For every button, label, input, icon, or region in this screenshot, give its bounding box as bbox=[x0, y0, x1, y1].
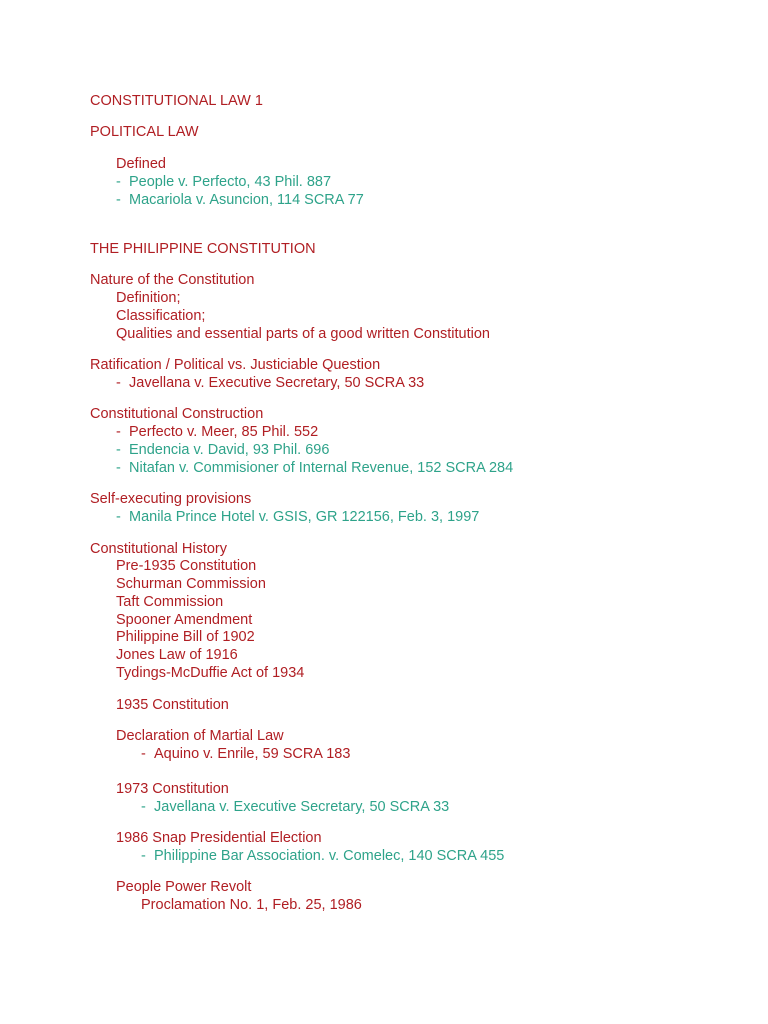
bullet-dash: - bbox=[116, 192, 121, 208]
subheading-martial-law: Declaration of Martial Law bbox=[116, 728, 284, 744]
proclamation-item: Proclamation No. 1, Feb. 25, 1986 bbox=[141, 897, 362, 913]
list-item: Spooner Amendment bbox=[116, 612, 253, 628]
case-citation: Manila Prince Hotel v. GSIS, GR 122156, Feb. 3, 1997 bbox=[129, 509, 480, 525]
case-citation: Macariola v. Asuncion, 114 SCRA 77 bbox=[129, 192, 364, 208]
subheading-1973-constitution: 1973 Constitution bbox=[116, 781, 229, 797]
section-heading-philippine-constitution: THE PHILIPPINE CONSTITUTION bbox=[90, 241, 316, 257]
case-item bbox=[116, 173, 331, 191]
subheading-defined: Defined bbox=[116, 156, 166, 172]
subheading-nature: Nature of the Constitution bbox=[90, 272, 255, 288]
list-item: Classification; bbox=[116, 308, 206, 324]
case-citation: Perfecto v. Meer, 85 Phil. 552 bbox=[129, 424, 319, 440]
document-title: CONSTITUTIONAL LAW 1 bbox=[90, 93, 263, 109]
case-item bbox=[116, 508, 479, 526]
case-item bbox=[116, 423, 318, 441]
list-item: Pre-1935 Constitution bbox=[116, 558, 257, 574]
case-item bbox=[141, 745, 350, 763]
case-citation: Javellana v. Executive Secretary, 50 SCRA 33 bbox=[154, 799, 450, 815]
subheading-history: Constitutional History bbox=[90, 541, 227, 557]
bullet-dash: - bbox=[116, 442, 121, 458]
bullet-dash: - bbox=[116, 509, 121, 525]
case-item bbox=[116, 441, 329, 459]
list-item: Jones Law of 1916 bbox=[116, 647, 238, 663]
bullet-dash: - bbox=[116, 460, 121, 476]
bullet-dash: - bbox=[141, 848, 146, 864]
subheading-snap-election: 1986 Snap Presidential Election bbox=[116, 830, 322, 846]
subheading-1935-constitution: 1935 Constitution bbox=[116, 697, 229, 713]
case-item bbox=[116, 459, 513, 477]
bullet-dash: - bbox=[141, 746, 146, 762]
case-citation: Aquino v. Enrile, 59 SCRA 183 bbox=[154, 746, 351, 762]
subheading-ratification: Ratification / Political vs. Justiciable Question bbox=[90, 357, 381, 373]
list-item: Philippine Bill of 1902 bbox=[116, 629, 255, 645]
bullet-dash: - bbox=[116, 424, 121, 440]
list-item: Tydings-McDuffie Act of 1934 bbox=[116, 665, 305, 681]
subheading-construction: Constitutional Construction bbox=[90, 406, 264, 422]
bullet-dash: - bbox=[116, 174, 121, 190]
subheading-people-power: People Power Revolt bbox=[116, 879, 252, 895]
case-citation: Endencia v. David, 93 Phil. 696 bbox=[129, 442, 330, 458]
subheading-self-executing: Self-executing provisions bbox=[90, 491, 252, 507]
case-item bbox=[141, 798, 449, 816]
case-item bbox=[141, 847, 504, 865]
list-item: Taft Commission bbox=[116, 594, 224, 610]
list-item: Qualities and essential parts of a good written Constitution bbox=[116, 326, 490, 342]
section-heading-political-law: POLITICAL LAW bbox=[90, 124, 199, 140]
case-item bbox=[116, 191, 364, 209]
case-citation: Philippine Bar Association. v. Comelec, 140 SCRA 455 bbox=[154, 848, 505, 864]
bullet-dash: - bbox=[116, 375, 121, 391]
list-item: Definition; bbox=[116, 290, 181, 306]
case-citation: Nitafan v. Commisioner of Internal Revenue, 152 SCRA 284 bbox=[129, 460, 514, 476]
case-citation: Javellana v. Executive Secretary, 50 SCRA 33 bbox=[129, 375, 425, 391]
case-citation: People v. Perfecto, 43 Phil. 887 bbox=[129, 174, 332, 190]
bullet-dash: - bbox=[141, 799, 146, 815]
list-item: Schurman Commission bbox=[116, 576, 266, 592]
case-item bbox=[116, 374, 424, 392]
